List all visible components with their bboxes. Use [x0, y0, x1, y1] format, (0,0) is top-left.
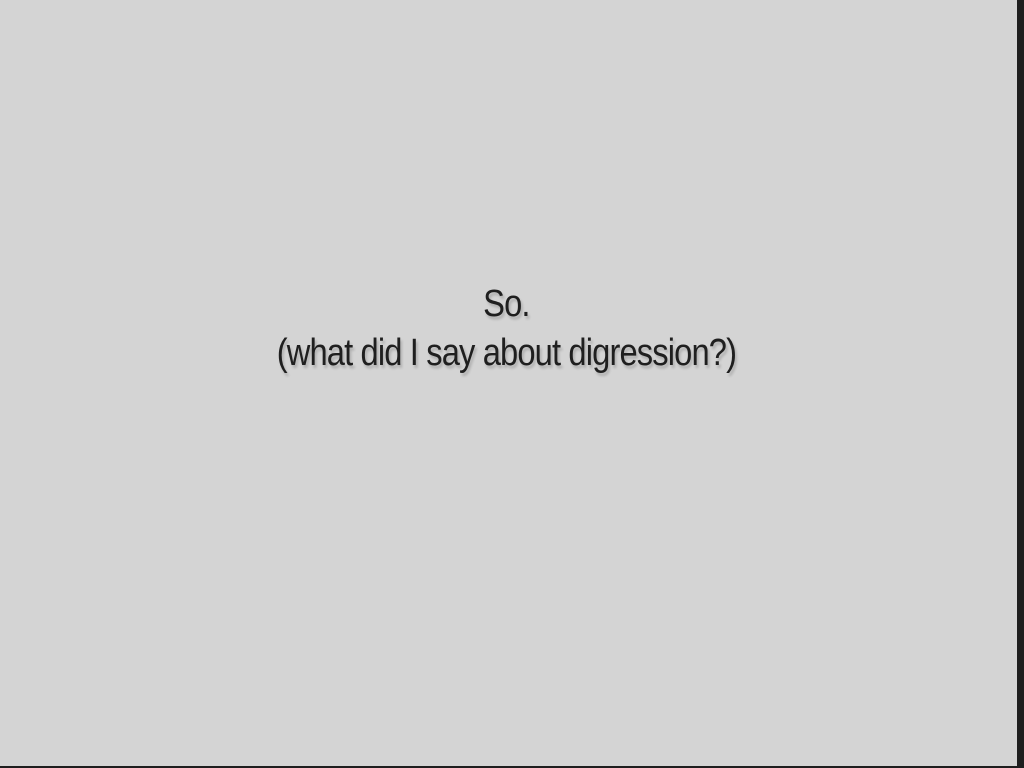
slide-title: So.	[483, 283, 530, 325]
slide-subtitle: (what did I say about digression?)	[276, 332, 737, 374]
screen-right-border	[1017, 0, 1024, 768]
slide-text-block	[71, 280, 942, 378]
